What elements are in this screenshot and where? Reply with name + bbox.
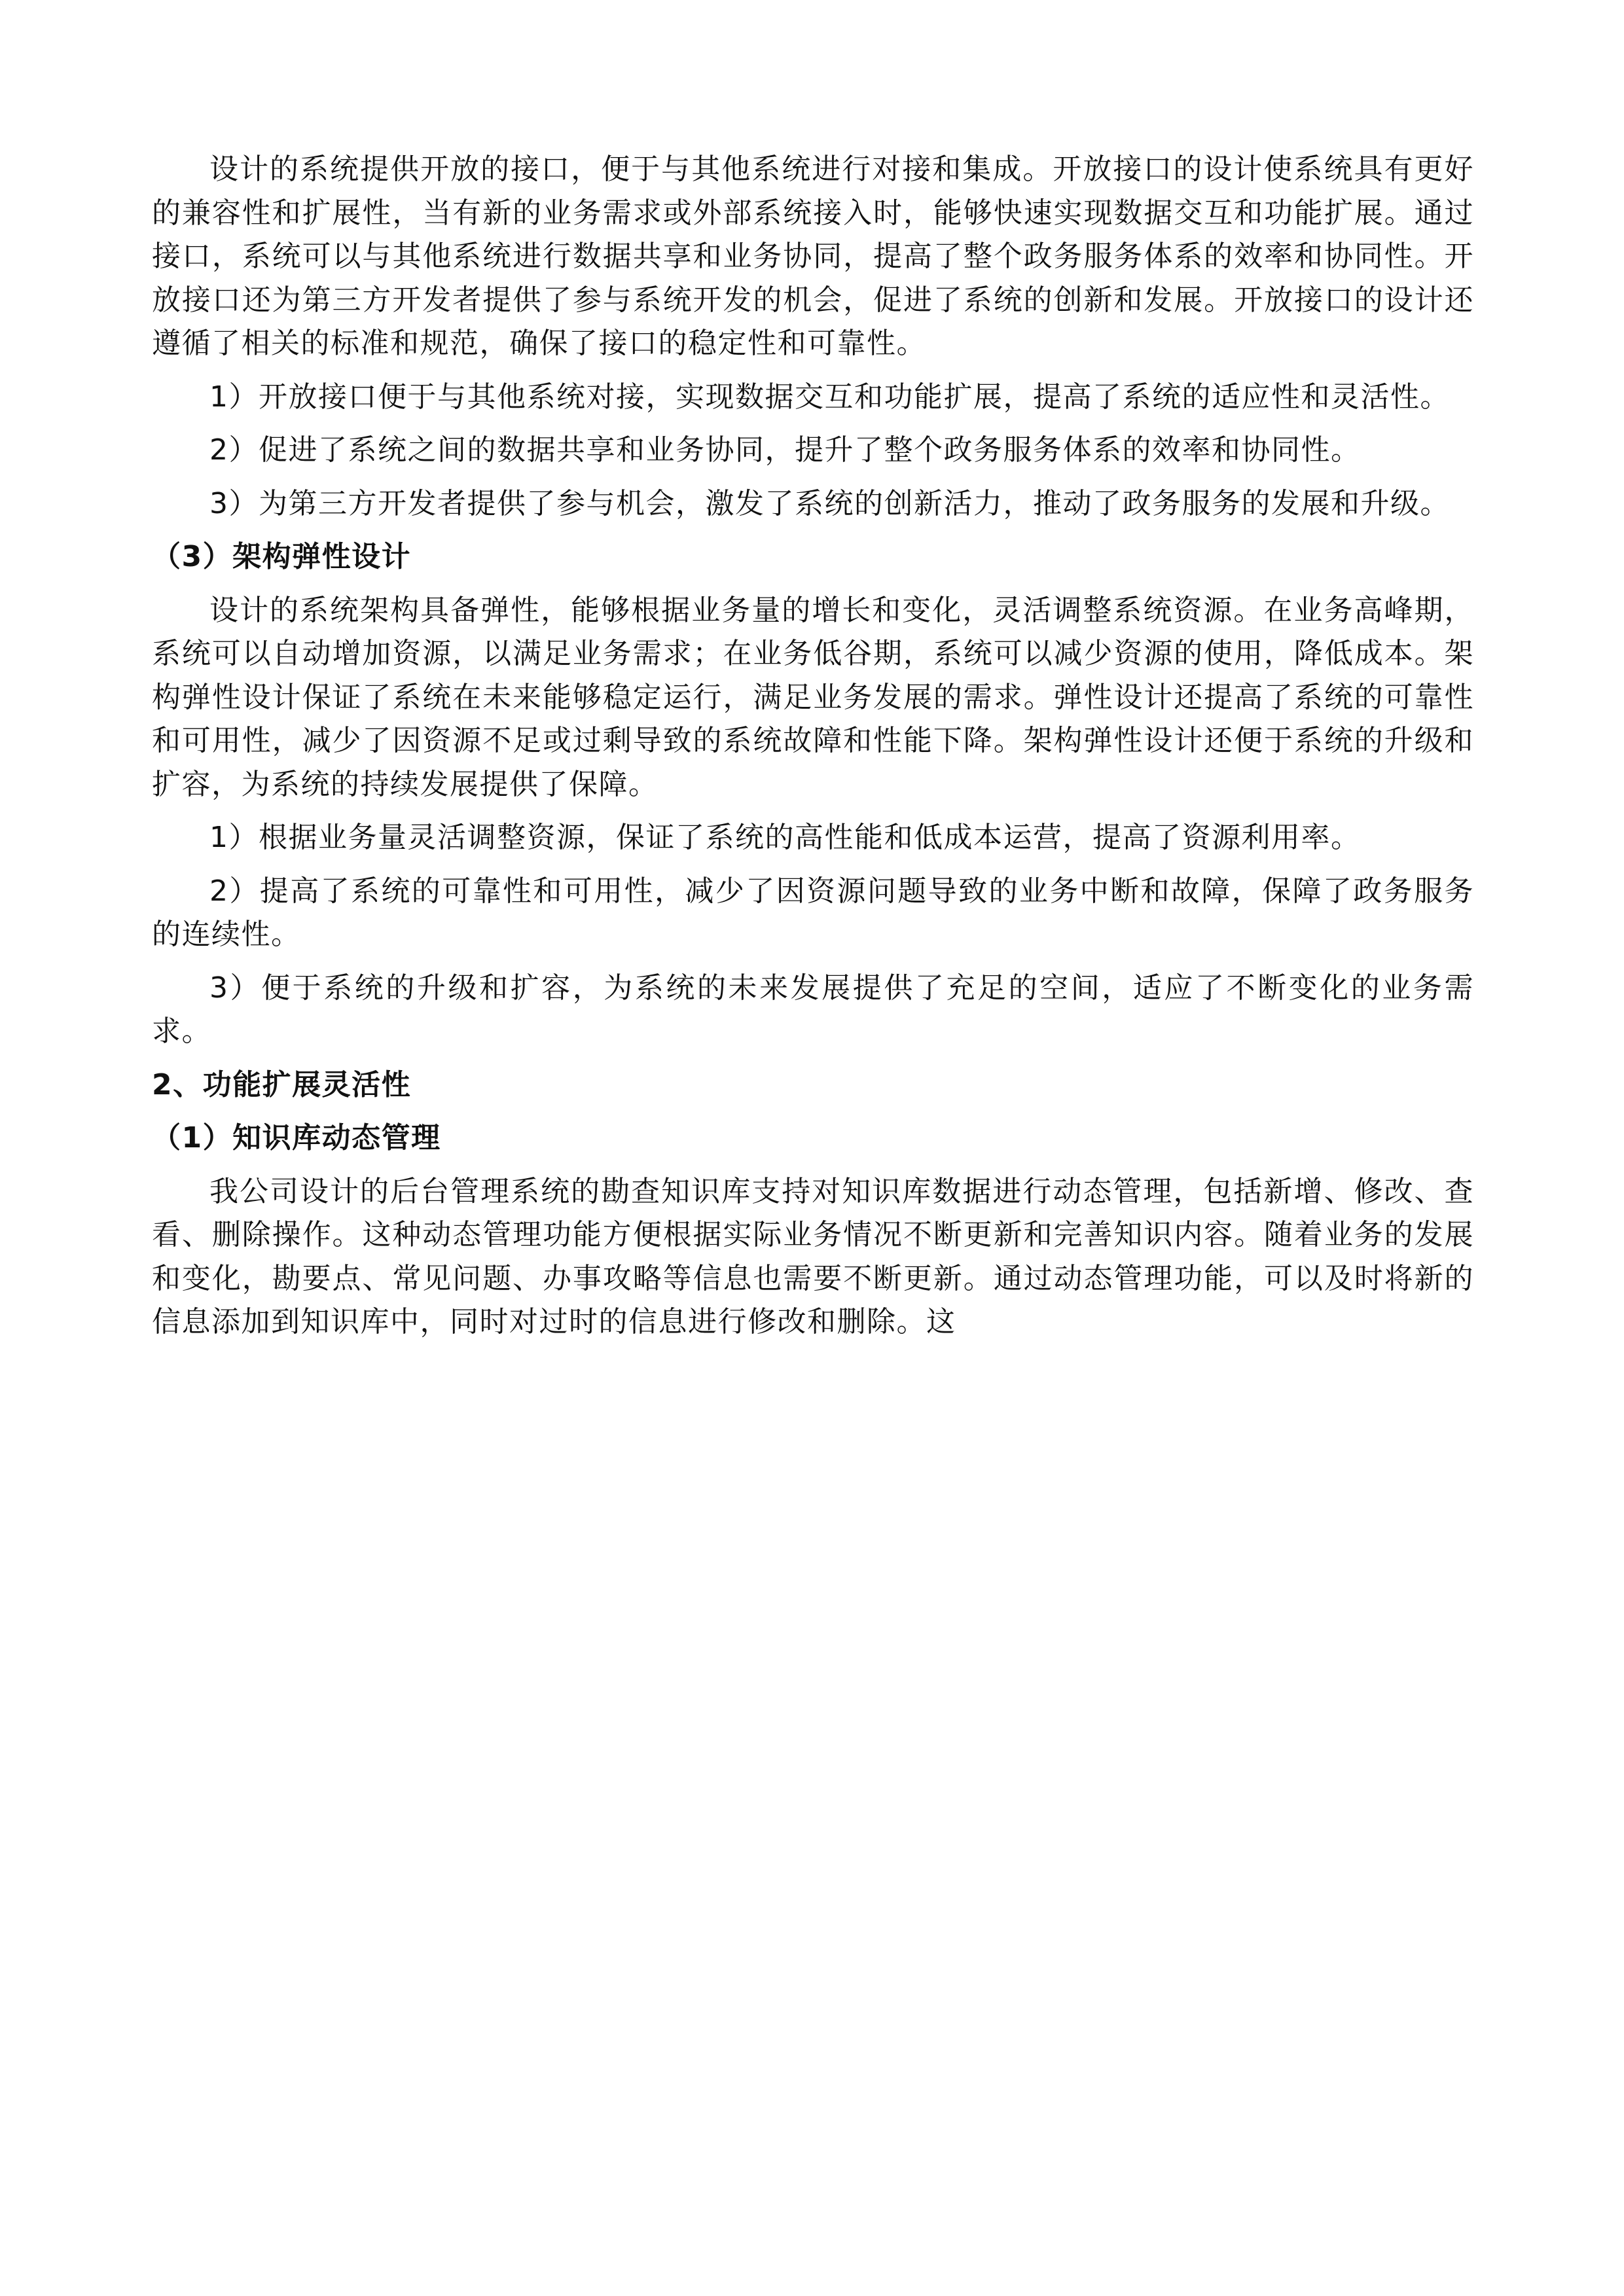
section-heading-architecture-elasticity: （3）架构弹性设计 <box>152 540 412 573</box>
list-item: 2）提高了系统的可靠性和可用性，减少了因资源问题导致的业务中断和故障，保障了政务服务的连续性。 <box>152 874 1474 951</box>
list-item: 2）促进了系统之间的数据共享和业务协同，提升了整个政务服务体系的效率和协同性。 <box>209 433 1361 467</box>
paragraph-knowledge-base: 我公司设计的后台管理系统的勘查知识库支持对知识库数据进行动态管理，包括新增、修改、查看、删除操作。这种动态管理功能方便根据实际业务情况不断更新和完善知识内容。随着业务的发展和变化，勘要点、常见问题、办事攻略等信息也需要不断更新。通过动态管理功能，可以及时将新的信息添加到知识库中，同时对过时的信息进行修改和删除。这 <box>152 1174 1474 1338</box>
paragraph-architecture-elasticity: 设计的系统架构具备弹性，能够根据业务量的增长和变化，灵活调整系统资源。在业务高峰期，系统可以自动增加资源，以满足业务需求；在业务低谷期，系统可以减少资源的使用，降低成本。架构弹性设计保证了系统在未来能够稳定运行，满足业务发展的需求。弹性设计还提高了系统的可靠性和可用性，减少了因资源不足或过剩导致的系统故障和性能下降。架构弹性设计还便于系统的升级和扩容，为系统的持续发展提供了保障。 <box>152 593 1474 801</box>
list-item: 1）开放接口便于与其他系统对接，实现数据交互和功能扩展，提高了系统的适应性和灵活性。 <box>209 380 1450 414</box>
list-item: 3）便于系统的升级和扩容，为系统的未来发展提供了充足的空间，适应了不断变化的业务需求。 <box>152 971 1474 1048</box>
list-item: 3）为第三方开发者提供了参与机会，激发了系统的创新活力，推动了政务服务的发展和升级。 <box>209 486 1450 520</box>
list-item: 1）根据业务量灵活调整资源，保证了系统的高性能和低成本运营，提高了资源利用率。 <box>209 821 1361 854</box>
document-page <box>152 148 1474 1344</box>
paragraph-open-interface: 设计的系统提供开放的接口，便于与其他系统进行对接和集成。开放接口的设计使系统具有更好的兼容性和扩展性，当有新的业务需求或外部系统接入时，能够快速实现数据交互和功能扩展。通过接口，系统可以与其他系统进行数据共享和业务协同，提高了整个政务服务体系的效率和协同性。开放接口还为第三方开发者提供了参与系统开发的机会，促进了系统的创新和发展。开放接口的设计还遵循了相关的标准和规范，确保了接口的稳定性和可靠性。 <box>152 152 1474 360</box>
section-heading-knowledge-base: （1）知识库动态管理 <box>152 1121 441 1155</box>
section-heading-function-extension: 2、功能扩展灵活性 <box>152 1067 412 1102</box>
